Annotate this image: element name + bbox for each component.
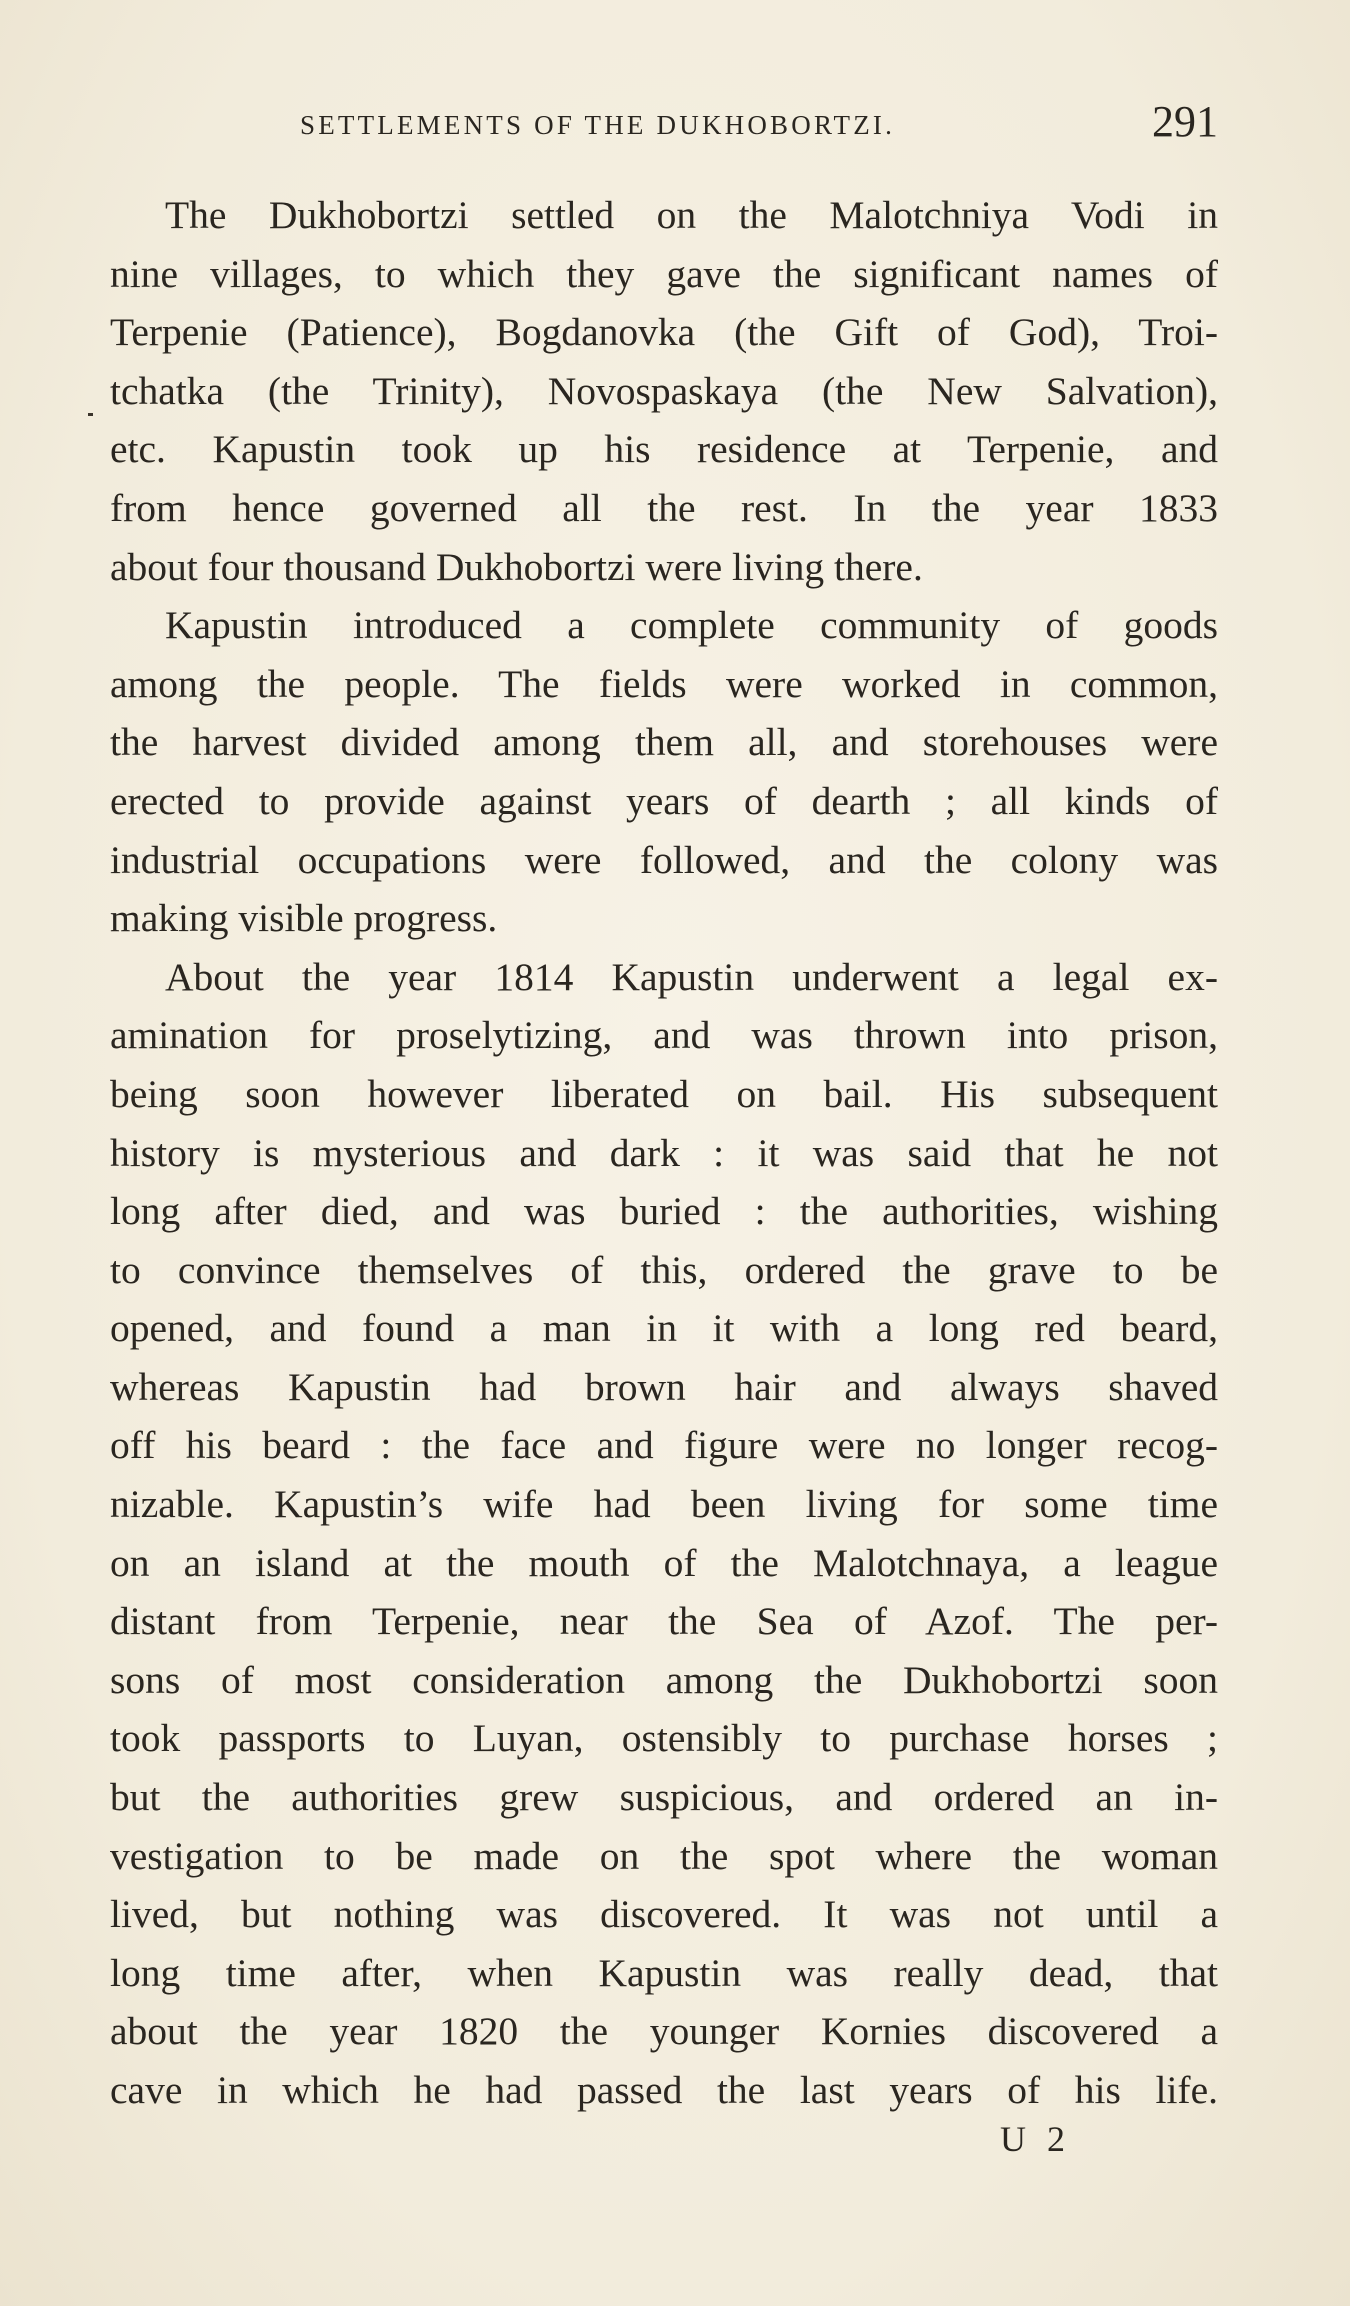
paragraph-3-line-14: took passports to Luyan, ostensibly to purchase horses ; <box>110 1716 1218 1761</box>
paragraph-2-line-3: the harvest divided among them all, and storehouses were <box>110 720 1218 765</box>
body-text <box>110 186 1218 2120</box>
paragraph-3-line-12: distant from Terpenie, near the Sea of Azof. The per- <box>110 1599 1218 1644</box>
paragraph-3-line-6: to convince themselves of this, ordered the grave to be <box>110 1247 1218 1292</box>
paragraph-3-line-11: on an island at the mouth of the Malotchnaya, a league <box>110 1540 1218 1585</box>
paragraph-1-line-7: about four thousand Dukhobortzi were living there. <box>110 544 923 589</box>
paragraph-3-line-16: vestigation to be made on the spot where the woman <box>110 1833 1218 1878</box>
paragraph-2-line-5: industrial occupations were followed, and the colony was <box>110 837 1218 882</box>
paragraph-3-line-17: lived, but nothing was discovered. It was not until a <box>110 1892 1218 1937</box>
signature-mark: U 2 <box>1000 2119 1071 2159</box>
page-header <box>110 92 1218 152</box>
paragraph-1-line-5: etc. Kapustin took up his residence at Terpenie, and <box>110 427 1218 472</box>
paragraph-3-line-15: but the authorities grew suspicious, and ordered an in- <box>110 1775 1218 1820</box>
paragraph-3-line-2: amination for proselytizing, and was thrown into prison, <box>110 1013 1218 1058</box>
paragraph-3-line-13: sons of most consideration among the Dukhobortzi soon <box>110 1657 1218 1702</box>
paragraph-1-line-4: tchatka (the Trinity), Novospaskaya (the New Salvation), <box>110 368 1218 413</box>
paragraph-3-line-9: off his beard : the face and figure were no longer recog- <box>110 1423 1218 1468</box>
paragraph-2-line-1: Kapustin introduced a complete community of goods <box>165 603 1218 648</box>
paragraph-3-line-5: long after died, and was buried : the authorities, wishing <box>110 1189 1218 1234</box>
paragraph-3-line-18: long time after, when Kapustin was really dead, that <box>110 1950 1218 1995</box>
paragraph-3-line-7: opened, and found a man in it with a long red beard, <box>110 1306 1218 1351</box>
paragraph-1-line-1: The Dukhobortzi settled on the Malotchniya Vodi in <box>165 193 1218 237</box>
paragraph-3-line-1: About the year 1814 Kapustin underwent a legal ex- <box>165 954 1218 999</box>
running-head: SETTLEMENTS OF THE DUKHOBORTZI. <box>300 110 896 140</box>
paragraph-3-line-19: about the year 1820 the younger Kornies discovered a <box>110 2009 1218 2054</box>
paragraph-2-line-2: among the people. The fields were worked in common, <box>110 661 1218 706</box>
page-number: 291 <box>1152 97 1218 146</box>
paragraph-1-line-6: from hence governed all the rest. In the year 1833 <box>110 485 1218 530</box>
margin-mark <box>88 413 93 416</box>
paragraph-3-line-3: being soon however liberated on bail. His subsequent <box>110 1071 1218 1116</box>
paragraph-3-line-10: nizable. Kapustin’s wife had been living for some time <box>110 1482 1218 1527</box>
paragraph-2-line-4: erected to provide against years of dearth ; all kinds of <box>110 778 1218 823</box>
paragraph-3-line-8: whereas Kapustin had brown hair and always shaved <box>110 1364 1218 1409</box>
paragraph-3-line-20: cave in which he had passed the last years of his life. <box>110 2068 1218 2112</box>
paragraph-1-line-2: nine villages, to which they gave the significant names of <box>110 251 1218 296</box>
paragraph-3-line-4: history is mysterious and dark : it was said that he not <box>110 1130 1218 1175</box>
paragraph-1-line-3: Terpenie (Patience), Bogdanovka (the Gift of God), Troi- <box>110 310 1218 355</box>
paragraph-2-line-6: making visible progress. <box>110 896 498 941</box>
